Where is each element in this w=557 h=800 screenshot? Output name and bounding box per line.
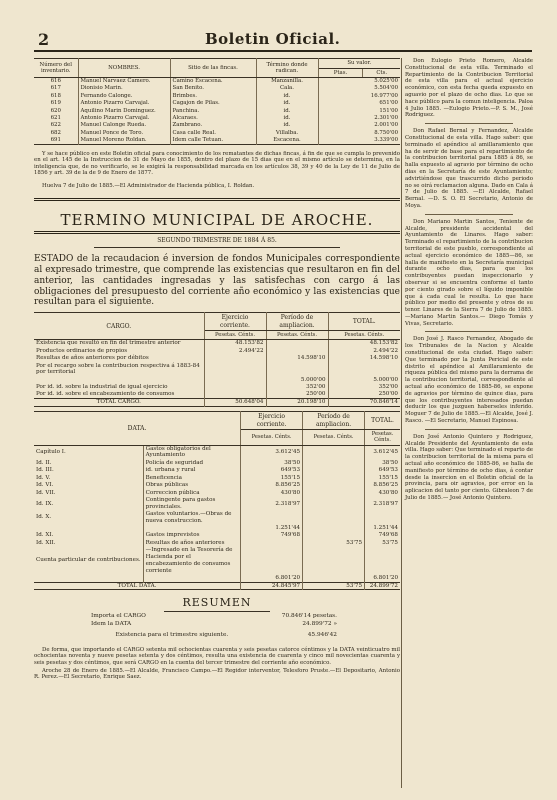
valor-cell: 651'00 (379, 100, 398, 107)
cargo-total-row (34, 399, 400, 407)
closing-text: De forma, que importando el CARGO setenta mil ochocientas cuarenta y seis pesetas catorce céntimos y la DATA veinticuatro mil ochocientas noventa y nueve pesetas setenta y dos céntimos, resulta una existencia de cuarenta y cinco mil novecientas cuarenta y seis pesetas y dos céntimos, que será CARGO en la cuenta del tercer trimestre del corriente año económico. (34, 646, 400, 666)
data-concept-cell: Obras públicas (143, 482, 240, 490)
data-col-total: TOTAL. (365, 412, 400, 430)
cargo-total-total: 70.846'14 (328, 399, 400, 407)
termino-cell: Cala. (256, 85, 318, 92)
cargo-periodo-cell: 14.598'10 (266, 355, 328, 363)
data-chapter-cell: Id. VI. (34, 482, 143, 490)
data-periodo-cell (303, 467, 365, 475)
data-concept-cell: Contingente para gastos provinciales. (143, 497, 240, 511)
data-total-ejercicio: 24.845'97 (241, 582, 303, 590)
data-row (34, 524, 400, 532)
cargo-col-ejercicio: Ejercicio corriente. (204, 313, 266, 331)
cargo-total-cell: 5.000'00 (373, 376, 398, 383)
data-concept-cell: Policía de seguridad (143, 459, 240, 467)
data-chapter-cell: Id. XII. (34, 540, 143, 548)
cargo-concept-cell: Por el recargo sobre la contribucion respectiva á 1883-84 por territorial (34, 363, 204, 377)
owner-row (34, 85, 400, 92)
cargo-ejercicio-cell: 2.494'22 (204, 347, 266, 355)
page-number: 2 (38, 30, 50, 49)
nombre-cell: Fernando Calonge. (78, 92, 170, 99)
sitio-cell: Panchina. (170, 107, 256, 114)
sitio-cell: Casa calle Real. (170, 129, 256, 136)
data-periodo-cell (303, 490, 365, 498)
data-concept-cell: Resultas de años anteriores (143, 540, 240, 548)
data-periodo-cell (303, 459, 365, 467)
cargo-periodo-cell (266, 347, 328, 355)
sitio-cell: Camino Escacena. (170, 78, 256, 85)
owner-row (34, 100, 400, 107)
data-unit-3: Pesetas. Cénts. (365, 429, 400, 445)
data-ejercicio-cell: 3.612'45 (241, 445, 303, 459)
valor-cell: 16.977'00 (370, 92, 398, 99)
data-concept-cell (143, 574, 240, 582)
inventario-cell: 691 (34, 137, 78, 144)
cargo-concept-cell (34, 376, 204, 384)
data-ejercicio-cell: 6.801'20 (241, 574, 303, 582)
owner-row (34, 78, 400, 85)
cargo-concept-cell: Productos ordinarios de propios (34, 347, 204, 355)
data-periodo-cell (303, 574, 365, 582)
sitio-cell: San Benito. (170, 85, 256, 92)
nombre-cell: Antonio Pizarro Carvajal. (78, 100, 170, 107)
data-ejercicio-cell: 8.856'25 (241, 482, 303, 490)
termino-cell: id. (256, 122, 318, 129)
notice-separator (425, 123, 513, 124)
cargo-ejercicio-cell (204, 384, 266, 392)
col-nombres: NOMBRES. (78, 59, 170, 78)
data-chapter-cell: Cuenta particular de contribuciones. (34, 547, 143, 574)
data-concept-cell: Correccion pública (143, 490, 240, 498)
cargo-total-cell: 14.598'10 (369, 355, 398, 362)
data-chapter-cell: Id. X. (34, 511, 143, 525)
resumen-data-label: Idem la DATA (91, 621, 132, 628)
data-row (34, 490, 400, 498)
page-title: Boletin Oficial. (205, 30, 341, 48)
data-periodo-cell (303, 445, 365, 459)
cargo-row (34, 391, 400, 399)
data-periodo-cell (303, 511, 365, 525)
data-periodo-cell (303, 547, 365, 574)
data-chapter-cell: Id. III. (34, 467, 143, 475)
data-total-cell: 1.251'44 (373, 524, 398, 531)
trimester-subtitle: SEGUNDO TRIMESTRE DE 1884 Á 85. (157, 236, 277, 244)
header-rule (34, 50, 532, 52)
data-total-cell (365, 511, 400, 525)
sitio-cell: Alcaraes. (170, 115, 256, 122)
inventario-cell: 622 (34, 122, 78, 129)
inventario-cell: 620 (34, 107, 78, 114)
owner-row (34, 122, 400, 129)
cargo-col-total: TOTAL. (328, 313, 400, 331)
cargo-periodo-cell (266, 363, 328, 377)
data-total-row (34, 582, 400, 590)
valor-cell: 2.301'00 (374, 115, 398, 122)
cargo-total-periodo: 20.198'10 (266, 399, 328, 407)
cargo-ejercicio-cell (204, 376, 266, 384)
notice-separator (425, 429, 513, 430)
municipal-title: TERMINO MUNICIPAL DE AROCHE. (60, 210, 374, 229)
termino-cell: id. (256, 92, 318, 99)
resumen-cargo-value: 70.846'14 pesetas. (281, 613, 337, 620)
data-concept-cell: Gastos voluntarios.—Obras de nueva construccion. (143, 511, 240, 525)
data-chapter-cell (34, 574, 143, 582)
data-concept-cell: Gastos imprevistos (143, 532, 240, 540)
nombre-cell: Antonio Pizarro Carvajal. (78, 115, 170, 122)
termino-cell: Manzanilla. (256, 78, 318, 85)
left-column (34, 58, 400, 681)
data-ejercicio-cell: 749'68 (241, 532, 303, 540)
nombre-cell: Dionisio Marin. (78, 85, 170, 92)
inventario-cell: 616 (34, 78, 78, 85)
data-total-cell: 749'68 (378, 532, 398, 539)
valor-cell: 8.750'00 (374, 129, 398, 136)
data-table (34, 411, 400, 590)
cargo-ejercicio-cell (204, 355, 266, 363)
sitio-cell: Zambrano. (170, 122, 256, 129)
cargo-table (34, 312, 400, 407)
sitio-cell: Brimbes. (170, 92, 256, 99)
data-concept-cell: Beneficencia (143, 474, 240, 482)
data-row (34, 497, 400, 511)
page-header (0, 30, 557, 52)
resumen-rule (164, 611, 270, 612)
data-total-cell: 430'80 (378, 489, 398, 496)
data-chapter-cell: Id. IX. (34, 497, 143, 511)
termino-cell: Escacena. (256, 137, 318, 144)
data-concept-cell (143, 524, 240, 532)
inventario-cell: 618 (34, 92, 78, 99)
nombre-cell: Manuel Calonge Rueda. (78, 122, 170, 129)
data-total-cell: 649'53 (378, 467, 398, 474)
owner-row (34, 129, 400, 136)
cargo-total-cell: 250'00 (378, 391, 398, 398)
owner-row (34, 107, 400, 114)
col-termino: Término donde radican. (256, 59, 318, 78)
termino-cell: id. (256, 115, 318, 122)
data-total-cell: 38'50 (382, 459, 398, 466)
notice-separator (425, 214, 513, 215)
data-row (34, 445, 400, 459)
cargo-concept-cell: Resultas de años anteriores por débitos (34, 355, 204, 363)
cargo-periodo-cell (266, 340, 328, 348)
cargo-total-ejercicio: 50.648'04 (204, 399, 266, 407)
owner-row (34, 137, 400, 144)
data-concept-cell: Gastos obligatorios del Ayuntamiento (143, 445, 240, 459)
cargo-total-cell (328, 363, 400, 377)
resumen-table (89, 613, 339, 639)
owner-row (34, 92, 400, 99)
cargo-row (34, 340, 400, 348)
cargo-concept-cell: Existencia que resultó en fin del trimestre anterior (34, 340, 204, 348)
cargo-row (34, 347, 400, 355)
data-col-label: DATA. (34, 412, 241, 445)
cargo-concept-cell: Por id. id. sobre la industrial de igual ejercicio (34, 384, 204, 392)
cargo-ejercicio-cell (204, 363, 266, 377)
data-periodo-cell (303, 482, 365, 490)
sitio-cell: Idem calle Tetuan. (170, 137, 256, 144)
section-rule (34, 198, 400, 201)
cargo-periodo-cell: 352'00 (266, 384, 328, 392)
nombre-cell: Manuel Ponce de Toro. (78, 129, 170, 136)
intro-text: ESTADO de la recaudacion é inversion de fondos Municipales correspondiente al expresado trimestre, que comprende las existencias que resultaron en fin del anterior, las cantidades ingresadas y las satisfechas con cargo á las obligaciones del presupuesto del corriente año económico y las existencias que resultan para el siguiente. (34, 254, 400, 308)
owner-row (34, 115, 400, 122)
data-periodo-cell (303, 474, 365, 482)
inventario-cell: 682 (34, 129, 78, 136)
data-chapter-cell: Id. VII. (34, 490, 143, 498)
resumen-title: RESUMEN (182, 596, 252, 610)
cargo-row (34, 376, 400, 384)
notice-separator (425, 331, 513, 332)
data-total-cell (365, 547, 400, 574)
subtitle-rule (94, 247, 340, 248)
valor-cell: 151'00 (379, 107, 398, 114)
resumen-cargo-label: Importa el CARGO (91, 613, 146, 620)
data-col-ejercicio: Ejercicio corriente. (241, 412, 303, 430)
cargo-col-label: CARGO. (34, 313, 204, 340)
data-chapter-cell: Capítulo I. (34, 445, 143, 459)
data-chapter-cell (34, 524, 143, 532)
termino-cell: id. (256, 100, 318, 107)
data-periodo-cell (303, 497, 365, 511)
resumen-data-value: 24.899'72 » (302, 621, 337, 628)
cargo-row (34, 384, 400, 392)
data-total-cell: 53'75 (382, 539, 398, 546)
nombre-cell: Aquilino Marin Dominguez. (78, 107, 170, 114)
data-row (34, 459, 400, 467)
data-total-cell: 8.856'25 (373, 482, 398, 489)
data-row (34, 467, 400, 475)
col-ptas: Ptas. (318, 68, 363, 78)
data-periodo-cell (303, 532, 365, 540)
col-sitio: Sitio de las fincas. (170, 59, 256, 78)
owners-table (34, 58, 400, 145)
cargo-total-label: TOTAL CARGO. (34, 399, 204, 407)
data-ejercicio-cell: 2.318'97 (241, 497, 303, 511)
data-total-cell: 155'15 (378, 474, 398, 481)
notice-text: Y se hace público en este Boletin oficial para conocimiento de los rematantes de dichas fincas, á fin de que se cumpla lo prevenido en el art. 145 de la Instruccion de 31 de Mayo de 1855, dentro del plazo de 15 dias que en el mismo artículo se determina, en la inteligencia que, de no verificarlo, se le exigirá la responsabilidad marcada en los artículos 38, 39 y 40 de la Ley de 11 de Julio de 1856 y art. 39 de la de 9 de Enero de 1877. (34, 150, 400, 177)
data-ejercicio-cell (241, 511, 303, 525)
cargo-unit-3: Pesetas. Cénts. (328, 330, 400, 339)
municipal-notice: Don Eulogio Prieto Romero, Alcalde Constitucional de esta villa. Terminado el Repartimiento de la Contribucion Territorial de esta villa para el actual ejercicio económico, con esta fecha queda expuesto en aguavio por el plazo de ocho dias. Lo que se hace público para la comun inteligencia. Paloa 4 Julio 1885. —Eulogio Prieto.—P. S. M., José Rodriguez. (405, 58, 533, 119)
nombre-cell: Manuel Narvaez Camero. (78, 78, 170, 85)
cargo-total-cell: 2.494'22 (373, 347, 398, 354)
data-concept-cell: —Ingresado en la Tesorería de Hacienda por el encabezamiento de consumos corriente (143, 547, 240, 574)
title-rule (34, 231, 400, 234)
data-ejercicio-cell: 1.251'44 (241, 524, 303, 532)
cargo-periodo-cell: 250'00 (266, 391, 328, 399)
cargo-concept-cell: Por id. id. sobre el encabezamiento de consumos (34, 391, 204, 399)
closing-signature: Aroche 28 de Enero de 1885.—El Alcalde, Francisco Campo.—El Regidor interventor, Telesforo Pruste.—El Depositario, Antonio R. Perez.—El Secretario, Enrique Saez. (34, 667, 400, 681)
termino-cell: Villalba. (256, 129, 318, 136)
municipal-notice: Don Mariano Martin Santos, Teniente de Alcalde, presidente accidental del Ayuntamiento de Linares. Hago saber: Terminado el repartimiento de la contribucion territorial de este pueblo, correspondiente al actual ejercicio económico de 1885—86, se halla de manifiesto en la Secretaría municipal durante ocho dias, para que los contribuyentes puedan inspeccionarlo y observar si se encuentra conforme el tanto por ciento girado sobre el líquido imponible que á cada cual le resulta. Lo que hace público por medio del presente y otros de su tenor. Linares de la Sierra 7 de Julio de 1885. —Mariano Martin Santos.— Diego Tomás y Vivas, Secretario. (405, 218, 533, 327)
cargo-row (34, 363, 400, 377)
resumen-exist-value: 45.946'42 (307, 631, 337, 638)
data-row (34, 474, 400, 482)
municipal-notice: Don José J. Rasco Fernandez, Abogado de los Tribunales de la Nacion y Alcalde constitucional de esta ciudad. Hago saber: Que terminado por la Junta Pericial de este distrito el apéndice al Amillaramiento de riqueza pública del mismo para la derrama de la contribucion territorial, correspondiente al actual año económico de 1885-86, se expone de agravios por término de quince dias, para que los contribuyentes interesados puedan deducir los que juzguen haberseles inferido. Moguer 7 de Julio de 1885.—El Alcalde, José J. Rasco. —El Secretario, Manuel Espinosa. (405, 336, 533, 425)
data-periodo-cell: 53'75 (303, 540, 365, 548)
cargo-row (34, 355, 400, 363)
cargo-unit-2: Pesetas. Cénts. (266, 330, 328, 339)
cargo-total-cell: 48.153'82 (369, 340, 398, 347)
inventario-cell: 619 (34, 100, 78, 107)
municipal-notice: Don José Antonio Quintero y Rodriguez, Alcalde Presidente del Ayuntamiento de esta villa. Hago saber: Que terminado el reparto de la contribucion territorial de la misma para el actual año económico de 1885-86, se halla de manifiesto por término de ocho dias, á contar desde la insercion en el Boletin oficial de la provincia, para oir agravios, por error en la aplicacion del tanto por ciento. Gibraleon 7 de Julio de 1885.— José Antonio Quintero. (405, 433, 533, 502)
data-chapter-cell: Id. II. (34, 459, 143, 467)
data-ejercicio-cell (241, 547, 303, 574)
cargo-ejercicio-cell: 48.153'82 (204, 340, 266, 348)
inventario-cell: 617 (34, 85, 78, 92)
data-row (34, 482, 400, 490)
data-periodo-cell (303, 524, 365, 532)
notice-signature: Huelva 7 de Julio de 1885.—El Administrador de Hacienda pública, I. Roldan. (42, 183, 255, 190)
data-total-cell: 6.801'20 (373, 574, 398, 581)
data-total-periodo: 53'75 (303, 582, 365, 590)
col-valor: Su valor. (318, 59, 400, 69)
data-row (34, 574, 400, 582)
col-cts: Cts. (363, 68, 400, 78)
col-inventario: Número del inventario. (34, 59, 78, 78)
data-col-periodo: Período de ampliacion. (303, 412, 365, 430)
sitio-cell: Cagajon de Pilas. (170, 100, 256, 107)
cargo-unit-1: Pesetas. Cénts. (204, 330, 266, 339)
data-chapter-cell: Id. XI. (34, 532, 143, 540)
valor-cell: 2.001'00 (374, 122, 398, 129)
data-ejercicio-cell: 155'15 (241, 474, 303, 482)
column-divider (401, 58, 402, 788)
valor-cell: 3.339'00 (374, 136, 398, 143)
data-ejercicio-cell: 430'80 (241, 490, 303, 498)
valor-cell: 5.504'00 (374, 85, 398, 92)
cargo-total-cell: 352'00 (378, 384, 398, 391)
termino-cell: id. (256, 107, 318, 114)
valor-cell: 5.025'00 (374, 78, 398, 85)
data-row (34, 532, 400, 540)
data-chapter-cell: Id. V. (34, 474, 143, 482)
data-ejercicio-cell: 38'50 (241, 459, 303, 467)
data-total-cell: 2.318'97 (373, 500, 398, 507)
data-total-cell: 3.612'45 (373, 448, 398, 455)
data-total-label: TOTAL DATA. (34, 582, 241, 590)
right-column (405, 58, 533, 502)
data-unit-2: Pesetas. Cénts. (303, 429, 365, 445)
inventario-cell: 621 (34, 115, 78, 122)
cargo-col-periodo: Período de ampliacion. (266, 313, 328, 331)
data-row (34, 547, 400, 574)
data-ejercicio-cell (241, 540, 303, 548)
cargo-periodo-cell: 5.000'00 (266, 376, 328, 384)
data-ejercicio-cell: 649'53 (241, 467, 303, 475)
data-total-total: 24.899'72 (365, 582, 400, 590)
cargo-ejercicio-cell (204, 391, 266, 399)
data-concept-cell: id. urbana y rural (143, 467, 240, 475)
data-row (34, 511, 400, 525)
resumen-exist-label: Existencia para el trimestre siguiente. (115, 631, 229, 638)
data-unit-1: Pesetas. Cénts. (241, 429, 303, 445)
municipal-notice: Don Rafael Bernal y Fernandez, Alcalde Constitucional de esta villa. Hago saber: que terminado el apéndice al amillaramiento que ha de servir de base para el repartimiento de la contribucion territorial para 1885 á 86, se halla expuesto al agravio por término de ocho dias en la Secretaría de este Ayuntamiento; advirtiéndose que trascurrido dicho periodo no se oirá reclamacion alguna. Dado en Cala á 7 de Julio de 1885. —El Alcalde, Rafael Bernal. —D. S. O. El Secretario, Antonio de Moya. (405, 128, 533, 209)
nombre-cell: Manuel Moreno Roldan. (78, 137, 170, 144)
